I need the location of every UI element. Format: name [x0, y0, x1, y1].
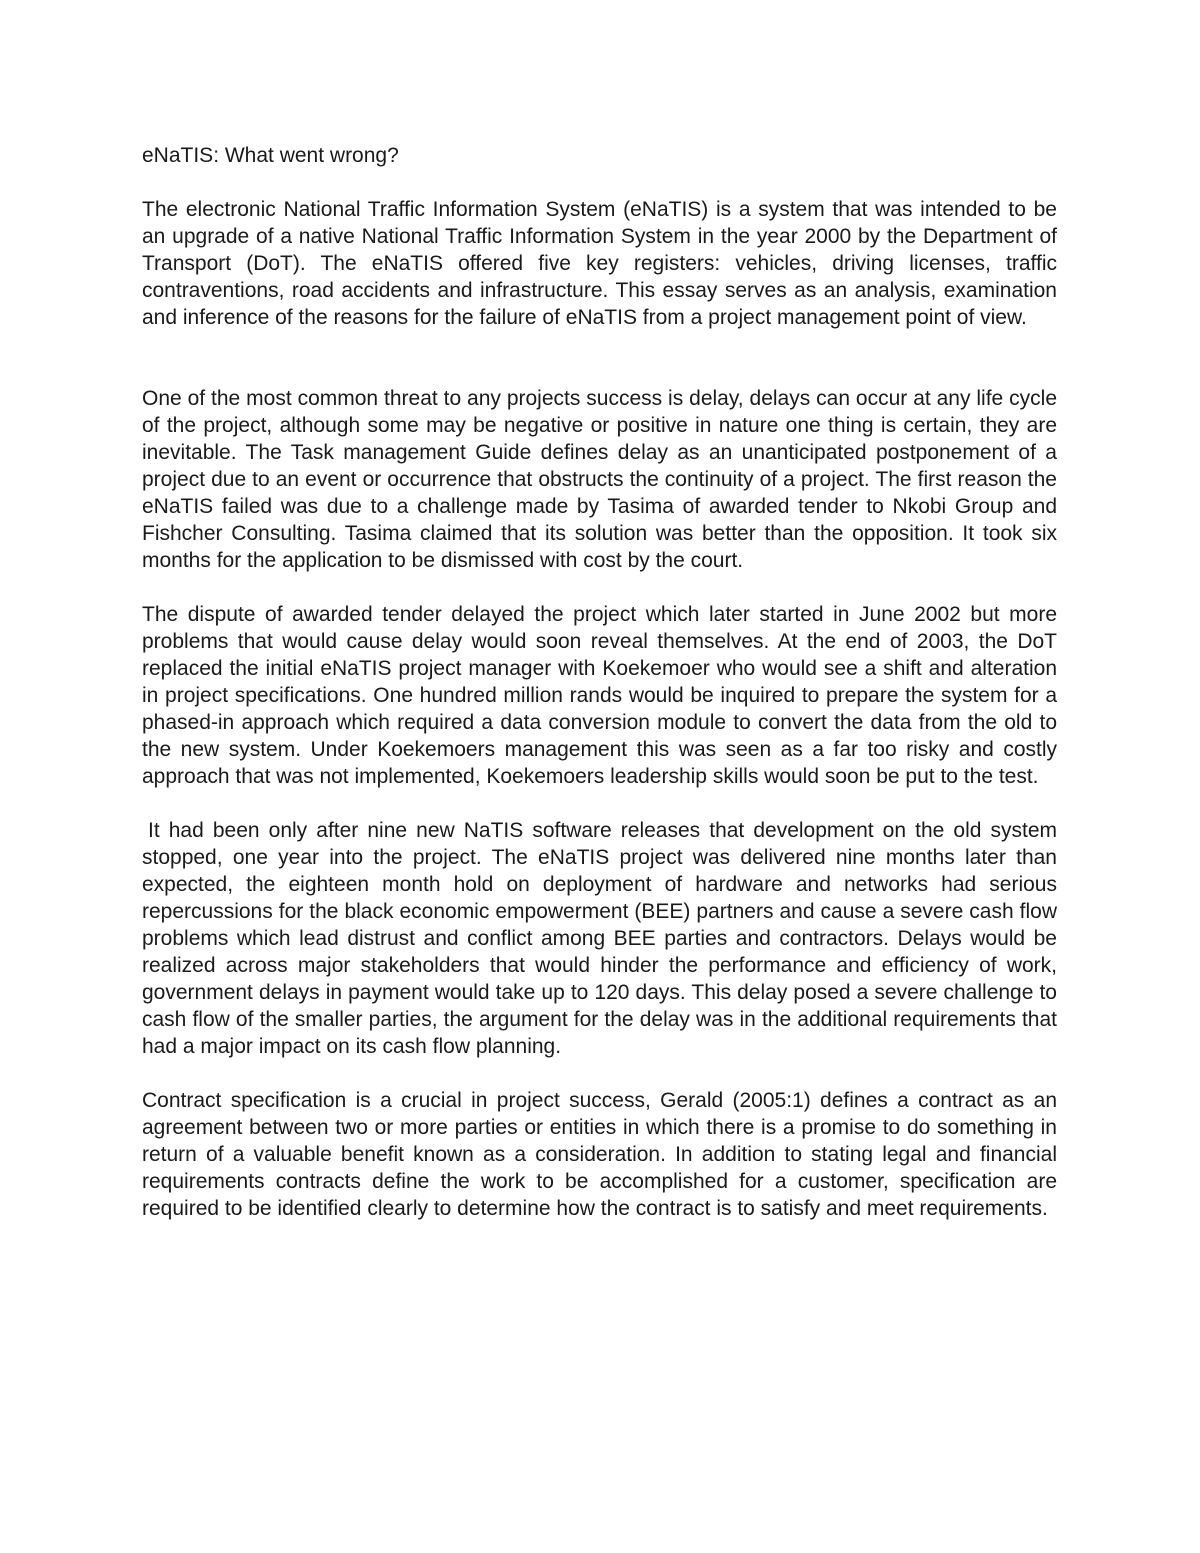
- paragraph-introduction: The electronic National Traffic Information System (eNaTIS) is a system that was intended to be an upgrade of a native National Traffic Information System in the year 2000 by the Department of Transport (DoT). The eNaTIS offered five key registers: vehicles, driving licenses, traffic contraventions, road accidents and infrastructure. This essay serves as an analysis, examination and inference of the reasons for the failure of eNaTIS from a project management point of view.: [142, 198, 1057, 329]
- document-title: eNaTIS: What went wrong?: [142, 144, 399, 167]
- document-body: [142, 142, 1057, 1249]
- paragraph-delay: One of the most common threat to any projects success is delay, delays can occur at any life cycle of the project, although some may be negative or positive in nature one thing is certain, they are inevitable. The Task management Guide defines delay as an unanticipated postponement of a project due to an event or occurrence that obstructs the continuity of a project. The first reason the eNaTIS failed was due to a challenge made by Tasima of awarded tender to Nkobi Group and Fishcher Consulting. Tasima claimed that its solution was better than the opposition. It took six months for the application to be dismissed with cost by the court.: [142, 387, 1057, 572]
- paragraph-tender-dispute: The dispute of awarded tender delayed the project which later started in June 2002 but more problems that would cause delay would soon reveal themselves. At the end of 2003, the DoT replaced the initial eNaTIS project manager with Koekemoer who would see a shift and alteration in project specifications. One hundred million rands would be inquired to prepare the system for a phased-in approach which required a data conversion module to convert the data from the old to the new system. Under Koekemoers management this was seen as a far too risky and costly approach that was not implemented, Koekemoers leadership skills would soon be put to the test.: [142, 603, 1057, 788]
- paragraph-contract-specification: Contract specification is a crucial in project success, Gerald (2005:1) defines a contract as an agreement between two or more parties or entities in which there is a promise to do something in return of a valuable benefit known as a consideration. In addition to stating legal and financial requirements contracts define the work to be accomplished for a customer, specification are required to be identified clearly to determine how the contract is to satisfy and meet requirements.: [142, 1089, 1057, 1220]
- paragraph-software-releases: It had been only after nine new NaTIS software releases that development on the old system stopped, one year into the project. The eNaTIS project was delivered nine months later than expected, the eighteen month hold on deployment of hardware and networks had serious repercussions for the black economic empowerment (BEE) partners and cause a severe cash flow problems which lead distrust and conflict among BEE parties and contractors. Delays would be realized across major stakeholders that would hinder the performance and efficiency of work, government delays in payment would take up to 120 days. This delay posed a severe challenge to cash flow of the smaller parties, the argument for the delay was in the additional requirements that had a major impact on its cash flow planning.: [142, 819, 1057, 1058]
